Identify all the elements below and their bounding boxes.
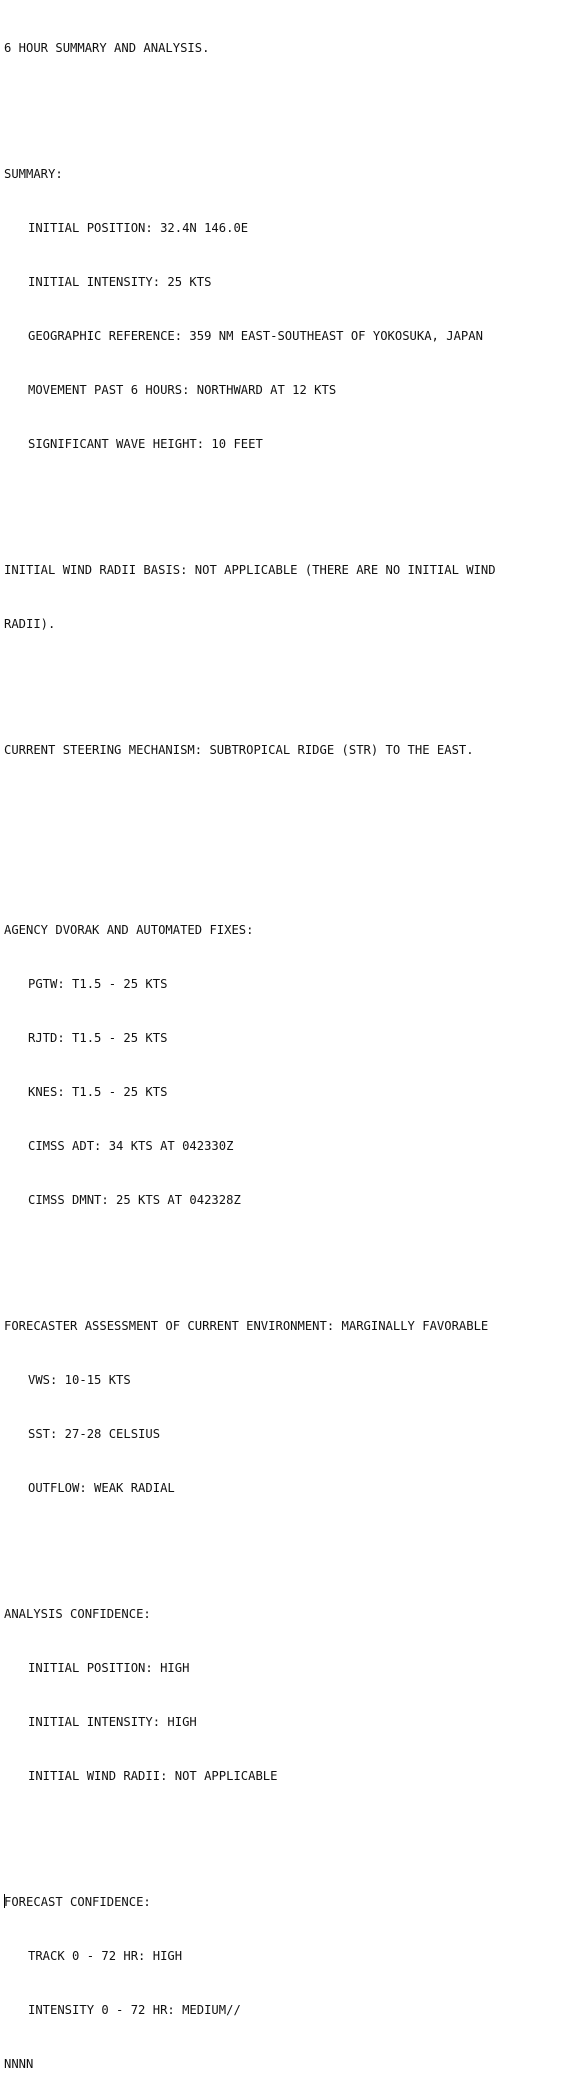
bulletin-header: 6 HOUR SUMMARY AND ANALYSIS. (4, 41, 210, 55)
blank-line (4, 1245, 578, 1263)
fix-cimss-dmnt: CIMSS DMNT: 25 KTS AT 042328Z (28, 1193, 241, 1207)
fix-pgtw: PGTW: T1.5 - 25 KTS (28, 977, 168, 991)
fix-cimss-adt: CIMSS ADT: 34 KTS AT 042330Z (28, 1139, 234, 1153)
analysis-confidence-intensity: INITIAL INTENSITY: HIGH (28, 1715, 197, 1729)
summary-heading: SUMMARY: (4, 167, 63, 181)
summary-initial-position: INITIAL POSITION: 32.4N 146.0E (28, 221, 249, 235)
wind-radii-line-2: RADII). (4, 617, 56, 631)
environment-heading: FORECASTER ASSESSMENT OF CURRENT ENVIRONMENT: MARGINALLY FAVORABLE (4, 1319, 489, 1333)
forecast-confidence-heading (4, 1893, 578, 1911)
forecast-confidence-intensity: INTENSITY 0 - 72 HR: MEDIUM// (28, 2003, 241, 2017)
blank-line (4, 795, 578, 813)
blank-line (4, 1533, 578, 1551)
summary-wave-height: SIGNIFICANT WAVE HEIGHT: 10 FEET (28, 437, 263, 451)
summary-movement: MOVEMENT PAST 6 HOURS: NORTHWARD AT 12 KTS (28, 383, 337, 397)
summary-initial-intensity: INITIAL INTENSITY: 25 KTS (28, 275, 212, 289)
fixes-heading: AGENCY DVORAK AND AUTOMATED FIXES: (4, 923, 254, 937)
fix-knes: KNES: T1.5 - 25 KTS (28, 1085, 168, 1099)
summary-geographic-reference: GEOGRAPHIC REFERENCE: 359 NM EAST-SOUTHEAST OF YOKOSUKA, JAPAN (28, 329, 483, 343)
wind-radii-line-1: INITIAL WIND RADII BASIS: NOT APPLICABLE (THERE ARE NO INITIAL WIND (4, 563, 496, 577)
analysis-confidence-position: INITIAL POSITION: HIGH (28, 1661, 190, 1675)
bulletin-text[interactable] (4, 3, 578, 2091)
steering-mechanism: CURRENT STEERING MECHANISM: SUBTROPICAL RIDGE (STR) TO THE EAST. (4, 743, 474, 757)
blank-line (4, 849, 578, 867)
blank-line (4, 93, 578, 111)
forecast-confidence-heading-rest: ORECAST CONFIDENCE: (11, 1895, 151, 1909)
blank-line (4, 489, 578, 507)
analysis-confidence-wind-radii: INITIAL WIND RADII: NOT APPLICABLE (28, 1769, 278, 1783)
environment-sst: SST: 27-28 CELSIUS (28, 1427, 161, 1441)
fix-rjtd: RJTD: T1.5 - 25 KTS (28, 1031, 168, 1045)
forecast-confidence-heading-first: F (4, 1895, 12, 1909)
environment-vws: VWS: 10-15 KTS (28, 1373, 131, 1387)
environment-outflow: OUTFLOW: WEAK RADIAL (28, 1481, 175, 1495)
blank-line (4, 1821, 578, 1839)
analysis-confidence-heading: ANALYSIS CONFIDENCE: (4, 1607, 151, 1621)
blank-line (4, 669, 578, 687)
forecast-confidence-track: TRACK 0 - 72 HR: HIGH (28, 1949, 183, 1963)
bulletin-footer: NNNN (4, 2057, 34, 2071)
